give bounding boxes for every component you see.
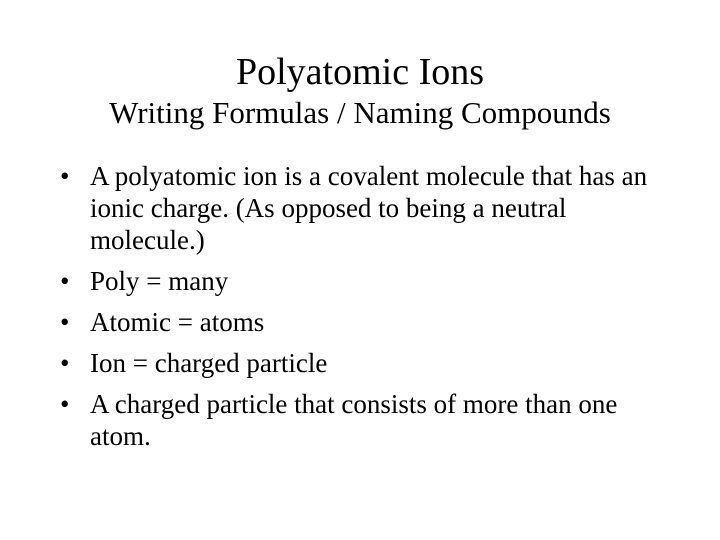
bullet-item [60,265,660,297]
slide-title: Polyatomic Ions [235,51,485,93]
bullet-icon: • [60,161,70,191]
bullet-text: Poly = many [90,266,229,296]
bullet-icon: • [60,389,70,419]
bullet-text: Atomic = atoms [90,307,265,337]
bullet-item [60,160,660,256]
slide-subtitle: Writing Formulas / Naming Compounds [109,95,611,130]
bullet-icon: • [60,307,70,337]
bullet-list [60,160,660,461]
bullet-item [60,347,660,379]
bullet-icon: • [60,266,70,296]
title-block [0,50,720,132]
bullet-text: Ion = charged particle [90,348,328,378]
bullet-text: A charged particle that consists of more than one atom. [90,389,618,451]
bullet-item [60,388,660,452]
bullet-text: A polyatomic ion is a covalent molecule that has an ionic charge. (As opposed to being a neutral molecule.) [90,161,648,255]
bullet-icon: • [60,348,70,378]
bullet-item [60,306,660,338]
